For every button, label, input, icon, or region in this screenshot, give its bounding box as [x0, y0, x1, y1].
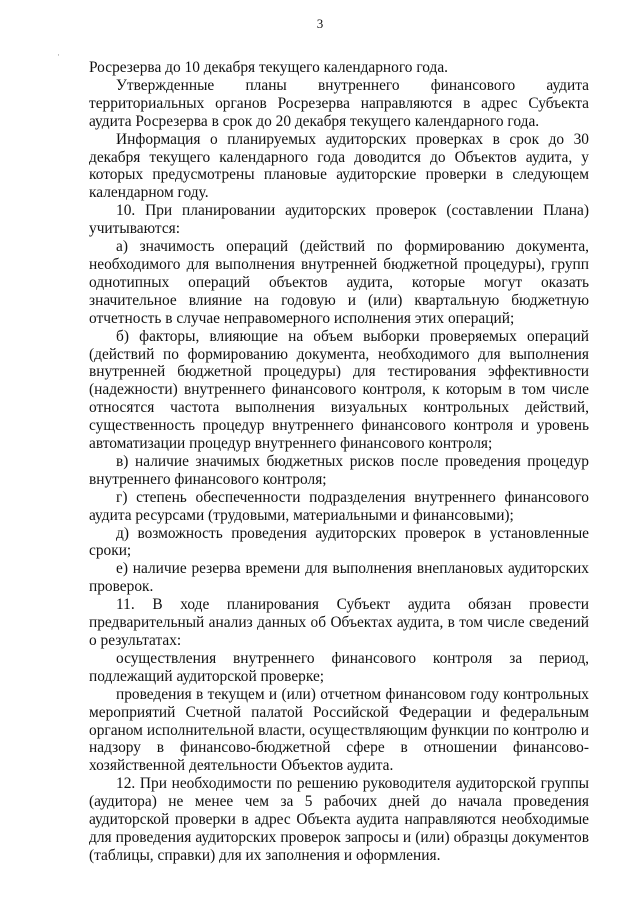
paragraph-item-11-control: осуществления внутреннего финансового контроля за период, подлежащий аудиторской проверке; [89, 649, 589, 685]
paragraph-continuation: Росрезерва до 10 декабря текущего календарного года. [89, 59, 449, 76]
margin-mark: · [57, 50, 60, 60]
paragraph-item-11-events: проведения в текущем и (или) отчетном финансовом году контрольных мероприятий Счетной палатой Российской Федерации и федеральным органом исполнительной власти, осуществляющим функции по контролю и надзору в финансово-бюджетной сфере в отношении финансово-хозяйственной деятельности Объектов аудита. [89, 685, 589, 775]
paragraph-item-10v: в) наличие значимых бюджетных рисков после проведения процедур внутреннего финансового контроля; [89, 452, 589, 488]
paragraph-item-10g: г) степень обеспеченности подразделения внутреннего финансового аудита ресурсами (трудовыми, материальными и финансовыми); [89, 488, 589, 524]
paragraph-item-12: 12. При необходимости по решению руководителя аудиторской группы (аудитора) не менее чем за 5 рабочих дней до начала проведения аудиторской проверки в адрес Объекта аудита направляются необходимые для проведения аудиторских проверок запросы и (или) образцы документов (таблицы, справки) для их заполнения и оформления. [89, 775, 589, 864]
paragraph-audit-info: Информация о планируемых аудиторских проверках в срок до 30 декабря текущего календарного года доводится до Объектов аудита, у которых предусмотрены плановые аудиторские проверки в следующем календарном году. [89, 130, 589, 202]
paragraph-item-10e: е) наличие резерва времени для выполнения внеплановых аудиторских проверок. [89, 560, 589, 596]
paragraph-approved-plans: Утвержденные планы внутреннего финансового аудита территориальных органов Росрезерва направляются в адрес Субъекта аудита Росрезерва в срок до 20 декабря текущего календарного года. [89, 76, 589, 130]
paragraph-item-10: 10. При планировании аудиторских проверок (составлении Плана) учитываются: [89, 202, 589, 238]
paragraph-item-10b: б) факторы, влияющие на объем выборки проверяемых операций (действий по формированию документа, необходимого для выполнения внутренней бюджетной процедуры) для тестирования эффективности (надежности) внутреннего финансового контроля, к которым в том числе относятся частота выполнения визуальных контрольных действий, существенность процедур внутреннего финансового контроля и уровень автоматизации процедур внутреннего финансового контроля; [89, 327, 589, 453]
paragraph-item-10d: д) возможность проведения аудиторских проверок в установленные сроки; [89, 524, 589, 560]
document-body [89, 59, 589, 865]
page-number: 3 [316, 16, 324, 31]
paragraph-item-11: 11. В ходе планирования Субъект аудита обязан провести предварительный анализ данных об Объектах аудита, в том числе сведений о результатах: [89, 596, 589, 649]
paragraph-item-10a: а) значимость операций (действий по формированию документа, необходимого для выполнения внутренней бюджетной процедуры), групп однотипных операций объектов аудита, которые могут оказать значительное влияние на годовую и (или) квартальную бюджетную отчетность в случае неправомерного исполнения этих операций; [89, 238, 589, 327]
